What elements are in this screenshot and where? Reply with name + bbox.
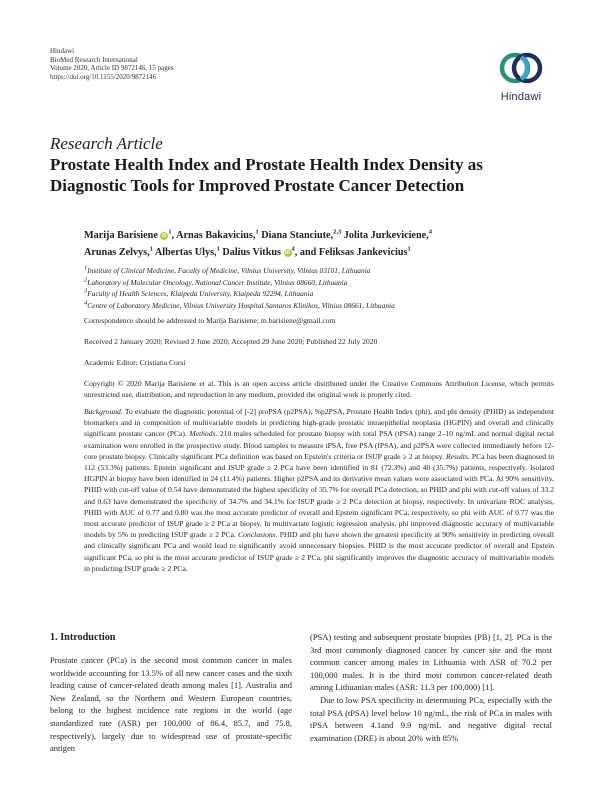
author[interactable]: Arunas Zelvys,$^1$ (84, 245, 153, 258)
doi-link[interactable]: https://doi.org/10.1155/2020/9872146 (50, 72, 157, 81)
abstract-label-conclusions: Conclusions. (238, 530, 278, 540)
author[interactable]: and Feliksas Jankevicius$^1$ (299, 245, 411, 258)
author[interactable]: Albertas Ulys,$^1$ (154, 245, 220, 258)
affiliation: $^4$Centre of Laboratory Medicine, Vilnius University Hospital Santaros Klinikos, Vilnius 08661, Lithuania (84, 299, 395, 310)
journal-info (50, 47, 174, 81)
journal-name: BioMed Research International (50, 55, 138, 64)
hindawi-logo-text: Hindawi (500, 91, 542, 103)
paragraph: Due to low PSA specificity in determining PCa, especially with the total PSA (tPSA) level below 10 ng/mL, the risk of PCa in males with tPSA between 4.1and 9.9 ng/mL and negative digital rectal examination (DRE) is about 20% with 85% (310, 694, 552, 743)
affiliation: $^1$Institute of Clinical Medicine, Faculty of Medicine, Vilnius University, Vilnius 03101, Lithuania (84, 264, 371, 275)
affiliation: $^2$Laboratory of Molecular Oncology, National Cancer Institute, Vilnius 08660, Lithuania (84, 276, 348, 287)
publisher-name: Hindawi (50, 47, 75, 55)
paragraph: Prostate cancer (PCa) is the second most common cancer in males worldwide accounting for 13.5% of all new cancer cases and the sixth leading cause of cancer-related death among males [1]. Australia and New Zealand, so the Northern and Western European countries, belong to the highest incidence rate regions in the world (age standardized rate (ASR) per 100,000 of 86.4, 85.7, and 75.8, respectively), largely due to widespread use of prostate-specific antigen (50, 655, 292, 754)
orcid-icon[interactable]: iD (161, 233, 167, 239)
abstract-results: PCa has been diagnosed in 112 (53.3%) patients. Epstein significant and ISUP grade ≥ 2 PCa have been identified in 81 (72.3%) and 40 (35.7%) patients, respectively. Isolated HGPIN at biopsy have been identified in 24 (11.4%) patients. Higher p2PSA and its derivative mean values were associated with PCa. At 90% sensitivity, PHID with cut-off value of 0.54 have demonstrated the highest specificity of 35.7% for overall PCa detection, so PHID and phi with cut-off values of 33.2 and 0.63 have demonstrated the specificity of 34.7% and 34.1% for ISUP grade ≥ 2 PCa detection at biopsy, respectively. In univariate ROC analysis, PHID with AUC of 0.77 and 0.80 was the most accurate predictor of overall and Epstein significant PCa, respectively, so phi with AUC of 0.77 was the most accurate predictor of ISUP grade ≥ 2 PCa at biopsy. In multivariate logistic regression analysis, phi improved diagnostic accuracy of multivariable models by 5% in predicting ISUP grade ≥ 2 PCa. (84, 451, 555, 540)
article-type: Research Article (50, 134, 163, 153)
author[interactable]: Marija Barisiene $iD^1$, (84, 228, 175, 241)
body-column-left (50, 654, 292, 755)
correspondence: Correspondence should be addressed to Marija Barisiene; m.barisiene@gmail.com (84, 316, 336, 325)
affiliations (84, 265, 554, 311)
abstract-background: To evaluate the diagnostic potential of [-2] proPSA (p2PSA), %p2PSA, Prostate Health Index (phi), and phi density (PHID) as independent biomarkers and in composition of multivariable models in predicting high-grade prostatic intraepithelial neoplasia (HGPIN) and overall and clinically significant prostate cancer (PCa). (84, 407, 554, 439)
abstract (84, 406, 554, 574)
orcid-icon[interactable]: iD (285, 250, 291, 256)
section-heading: 1. Introduction (50, 632, 116, 643)
article-title: Prostate Health Index and Prostate Health Index Density as Diagnostic Tools for Improved Prostate Cancer Detection (50, 155, 483, 195)
author[interactable]: Jolita Jurkeviciene,$^4$ (343, 228, 432, 241)
author[interactable]: Diana Stanciute,$^{2,3}$ (261, 228, 342, 241)
body-column-right (310, 631, 552, 744)
abstract-label-methods: Methods. (189, 429, 218, 439)
paragraph: (PSA) testing and subsequent prostate biopsies (PB) [1, 2]. PCa is the 3rd most commonly diagnosed cancer by cancer site and the most common cancer among males in Lithuania with ASR of 70.2 per 100,000 males. It is the third most common cancer-related death among Lithuanian males (ASR: 11.3 per 100,000) [1]. (310, 632, 552, 693)
copyright-notice: Copyright © 2020 Marija Barisiene et al. This is an open access article distributed under the Creative Commons Attribution License, which permits unrestricted use, distribution, and reproduction in any medium, provided the original work is properly cited. (84, 379, 554, 399)
author[interactable]: Dalius Vitkus $iD^4$, (222, 245, 298, 258)
academic-editor: Academic Editor: Cristiana Corsi (84, 358, 186, 367)
abstract-conclusions: PHID and phi have shown the greatest specificity at 90% sensitivity in predicting overall and clinically significant PCa and would lead to significantly avoid unnecessary biopsies. PHID is the most accurate predictor of overall and Epstein significant PCa, so phi is the most accurate predictor of ISUP grade ≥ 2 PCa. phi significantly improves the diagnostic accuracy of multivariable models in predicting ISUP grade ≥ 2 PCa. (84, 530, 554, 573)
affiliation: $^3$Faculty of Health Sciences, Klaipeda University, Klaipeda 92294, Lithuania (84, 287, 314, 298)
author-list (84, 227, 554, 261)
abstract-methods: 210 males scheduled for prostate biopsy with total PSA (tPSA) range 2–10 ng/mL and normal digital rectal examination were enrolled in the prospective study. Blood samples to measure tPSA, free PSA (fPSA), and p2PSA were collected immediately before 12-core prostate biopsy. Clinically significant PCa definition was based on Epstein's criteria or ISUP grade ≥ 2 at biopsy. (84, 429, 554, 461)
publication-dates: Received 2 January 2020; Revised 2 June 2020; Accepted 29 June 2020; Published 22 July 2020 (84, 337, 378, 346)
abstract-label-background: Background. (84, 407, 123, 416)
abstract-label-results: Results. (446, 451, 470, 461)
author[interactable]: Arnas Bakavicius,$^1$ (176, 228, 259, 241)
volume-info: Volume 2020, Article ID 9872146, 15 pages (50, 64, 174, 73)
